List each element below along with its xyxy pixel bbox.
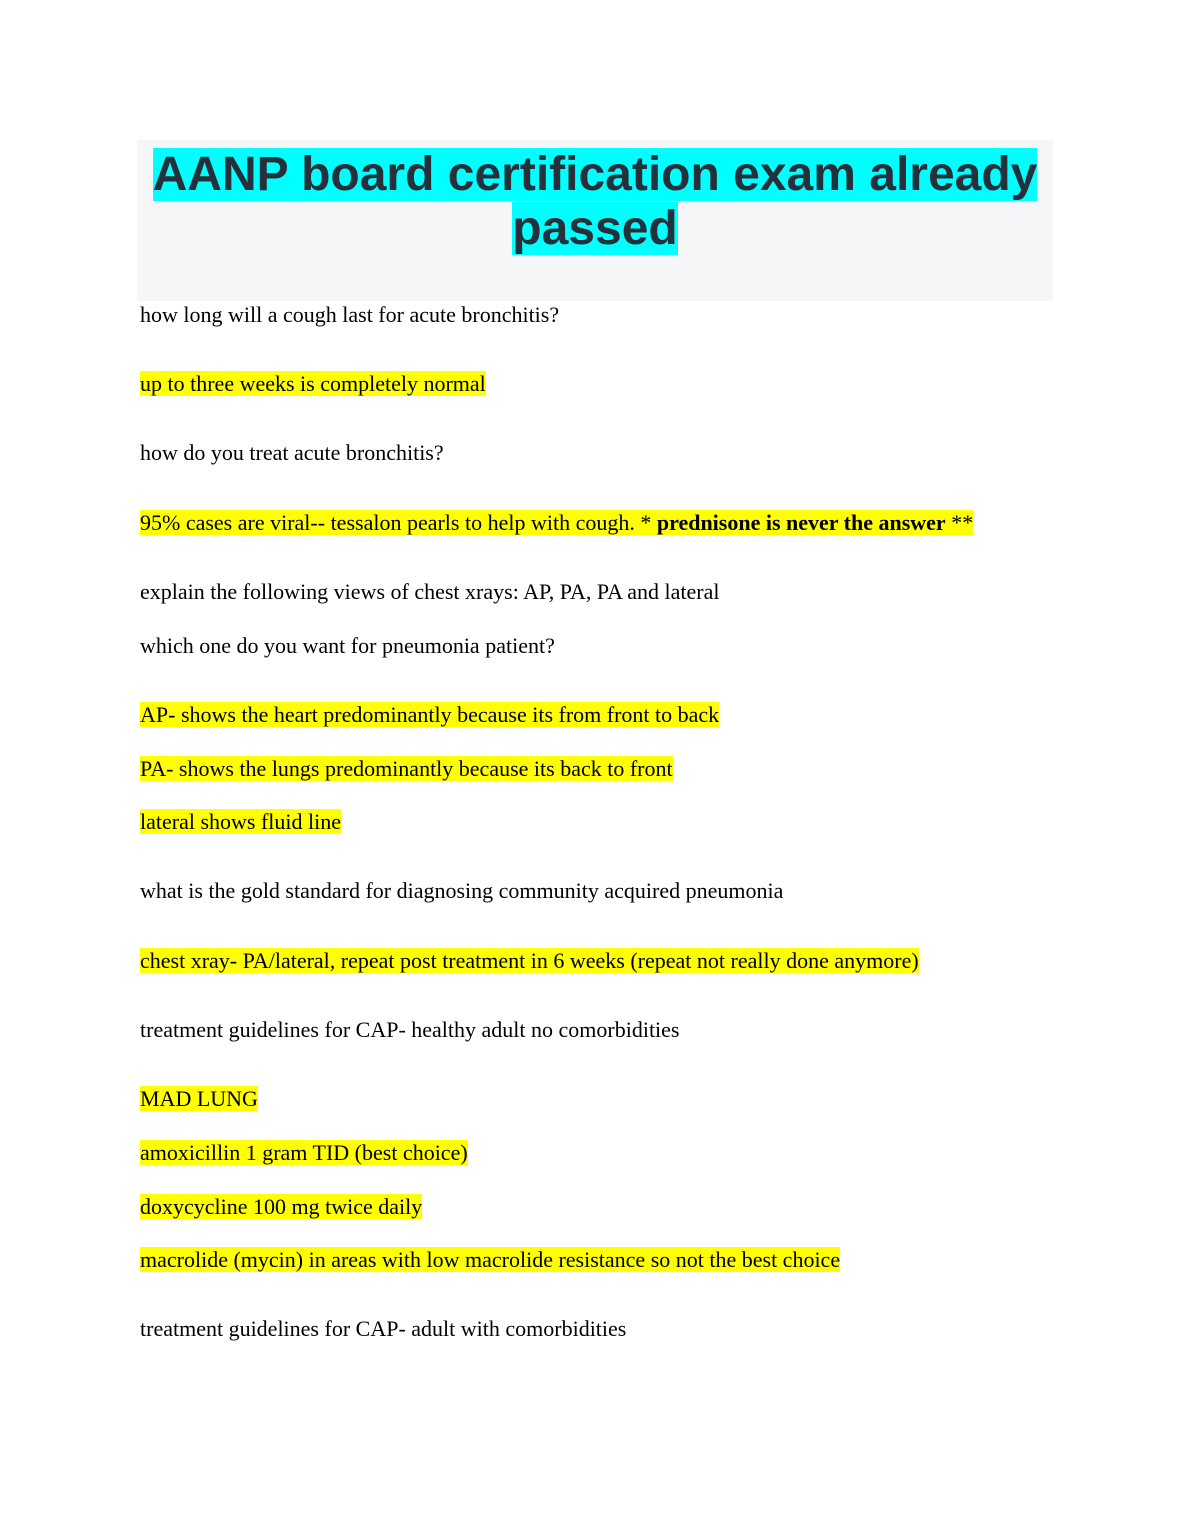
answer-mad-lung [140,1086,258,1112]
question-text: how long will a cough last for acute bronchitis? [140,302,560,327]
document-title-continued [137,202,1053,256]
document-title-line-2: passed [512,202,678,255]
answer-amoxicillin [140,1140,468,1166]
answer-pa-view [140,756,673,782]
answer-macrolide [140,1247,840,1273]
highlighted-answer: AP- shows the heart predominantly because its from front to back [140,702,720,727]
highlighted-answer: MAD LUNG [140,1086,258,1111]
question-cap-gold-standard [140,878,783,904]
highlighted-answer: ** [945,510,974,535]
question-cap-comorbidities [140,1316,626,1342]
question-chest-xray-views-continued [140,633,555,659]
question-cough-duration [140,302,559,328]
answer-bronchitis-treatment [140,510,973,536]
question-text: how do you treat acute bronchitis? [140,440,444,465]
highlighted-answer: macrolide (mycin) in areas with low macrolide resistance so not the best choice [140,1247,841,1272]
answer-lateral-view [140,809,341,835]
question-text: which one do you want for pneumonia patient? [140,633,555,658]
highlighted-answer: up to three weeks is completely normal [140,371,486,396]
question-text: treatment guidelines for CAP- healthy adult no comorbidities [140,1017,680,1042]
answer-cough-duration [140,371,486,397]
document-title [137,148,1053,202]
highlighted-answer: amoxicillin 1 gram TID (best choice) [140,1140,468,1165]
title-block [137,140,1053,301]
highlighted-answer: 95% cases are viral-- tessalon pearls to help with cough. * [140,510,657,535]
highlighted-answer: PA- shows the lungs predominantly because its back to front [140,756,673,781]
highlighted-answer: doxycycline 100 mg twice daily [140,1194,423,1219]
question-cap-healthy-adult [140,1017,680,1043]
answer-ap-view [140,702,719,728]
question-chest-xray-views [140,579,720,605]
question-bronchitis-treatment [140,440,444,466]
answer-cap-gold-standard [140,948,919,974]
highlighted-answer: lateral shows fluid line [140,809,342,834]
question-text: what is the gold standard for diagnosing community acquired pneumonia [140,878,784,903]
question-text: treatment guidelines for CAP- adult with comorbidities [140,1316,627,1341]
document-title-line-1: AANP board certification exam already [152,148,1038,201]
highlighted-answer-bold: prednisone is never the answer [656,510,946,535]
answer-doxycycline [140,1194,422,1220]
highlighted-answer: chest xray- PA/lateral, repeat post treatment in 6 weeks (repeat not really done anymore) [140,948,919,973]
question-text: explain the following views of chest xrays: AP, PA, PA and lateral [140,579,720,604]
